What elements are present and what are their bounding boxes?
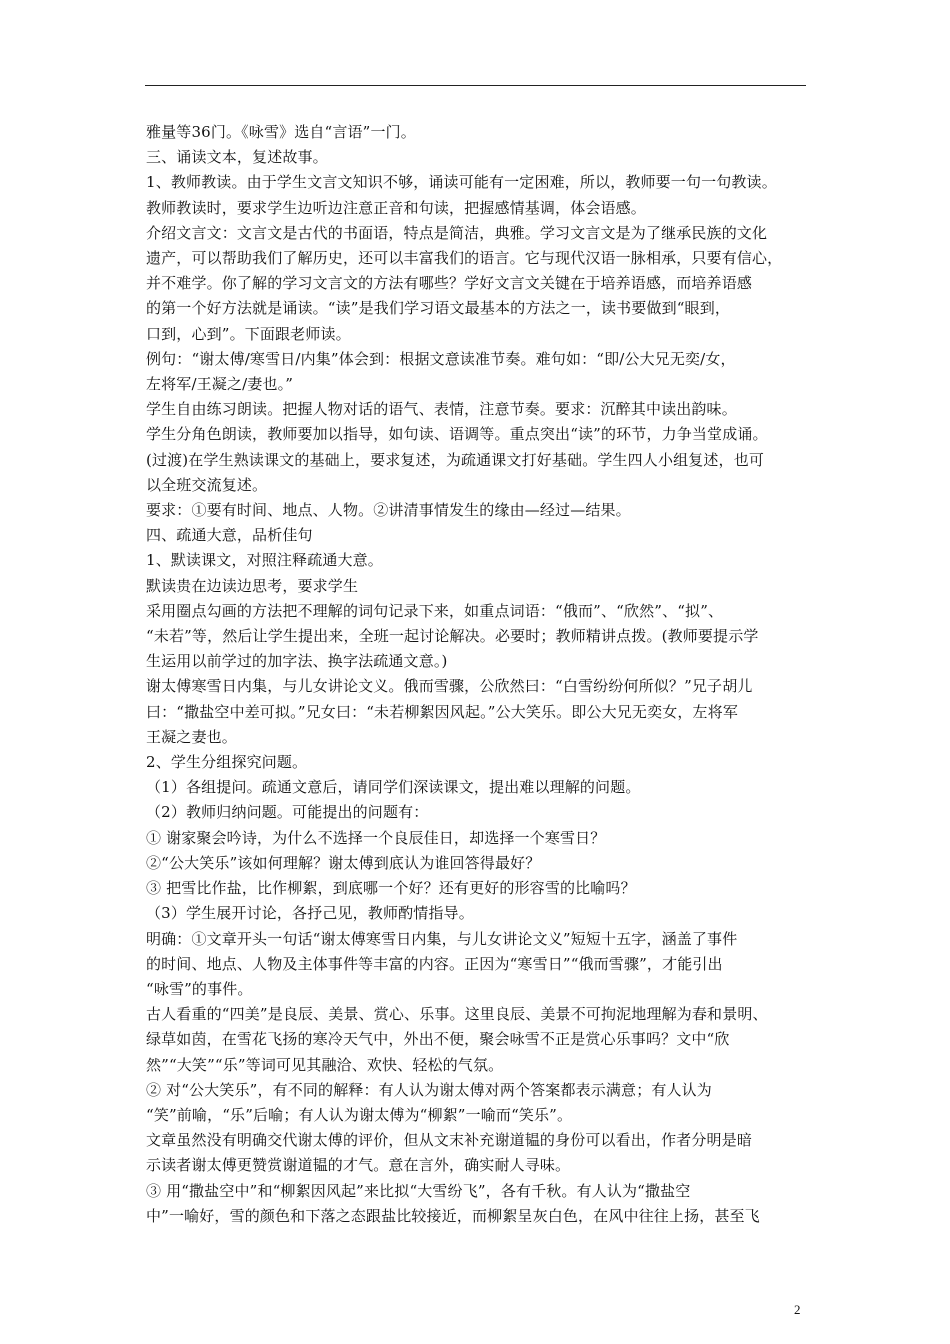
text-line: 左将军/王凝之/妻也。” xyxy=(146,375,294,394)
text-line: ② 对“公大笑乐”，有不同的解释：有人认为谢太傅对两个答案都表示满意；有人认为 xyxy=(146,1080,712,1099)
text-line: 口到，心到”。下面跟老师读。 xyxy=(146,324,351,343)
text-line: ②“公大笑乐”该如何理解？谢太傅到底认为谁回答得最好？ xyxy=(146,853,541,872)
text-line: “咏雪”的事件。 xyxy=(146,979,253,998)
text-line: 并不难学。你了解的学习文言文的方法有哪些？学好文言文关键在于培养语感，而培养语感 xyxy=(146,274,753,293)
text-line: 明确：①文章开头一句话“谢太傅寒雪日内集，与儿女讲论文义”短短十五字，涵盖了事件 xyxy=(146,929,738,948)
text-line: 雅量等36门。《咏雪》选自“言语”一门。 xyxy=(146,123,416,141)
text-line: 谢太傅寒雪日内集，与儿女讲论文义。俄而雪骤，公欣然曰：“白雪纷纷何所似？”兄子胡儿 xyxy=(146,677,753,696)
text-line: 中”一喻好，雪的颜色和下落之态跟盐比较接近，而柳絮呈灰白色，在风中往往上扬，甚至飞 xyxy=(146,1206,760,1225)
text-line: （2）教师归纳问题。可能提出的问题有： xyxy=(146,803,429,822)
text-line: 学生自由练习朗读。把握人物对话的语气、表情，注意节奏。要求：沉醉其中读出韵味。 xyxy=(146,400,737,419)
text-line: ③ 把雪比作盐，比作柳絮，到底哪一个好？还有更好的形容雪的比喻吗？ xyxy=(146,879,636,898)
text-line: 学生分角色朗读，教师要加以指导，如句读、语调等。重点突出“读”的环节，力争当堂成诵。 xyxy=(146,425,768,444)
text-line: ③ 用“撒盐空中”和“柳絮因风起”来比拟“大雪纷飞”，各有千秋。有人认为“撒盐空 xyxy=(146,1181,691,1200)
text-line: 1、默读课文，对照注释疏通大意。 xyxy=(146,551,383,570)
text-line: 三、诵读文本，复述故事。 xyxy=(146,148,328,167)
text-line: 然”“大笑”“乐”等词可见其融洽、欢快、轻松的气氛。 xyxy=(146,1055,504,1074)
text-line: 1、教师教读。由于学生文言文知识不够，诵读可能有一定困难，所以，教师要一句一句教读。 xyxy=(146,173,777,192)
text-line: 要求：①要有时间、地点、人物。②讲清事情发生的缘由—经过—结果。 xyxy=(146,501,631,520)
text-line: ① 谢家聚会吟诗，为什么不选择一个良辰佳日，却选择一个寒雪日？ xyxy=(146,828,606,847)
text-line: “未若”等，然后让学生提出来，全班一起讨论解决。必要时；教师精讲点拨。(教师要提示学 xyxy=(146,627,759,646)
text-line: 王凝之妻也。 xyxy=(146,727,237,746)
text-line: 2、学生分组探究问题。 xyxy=(146,753,308,772)
text-line: 默读贵在边读边思考，要求学生 xyxy=(146,576,359,595)
text-line: 文章虽然没有明确交代谢太傅的评价，但从文末补充谢道韫的身份可以看出，作者分明是暗 xyxy=(146,1131,753,1150)
text-line: 以全班交流复述。 xyxy=(146,475,268,494)
text-line: 示读者谢太傅更赞赏谢道韫的才气。意在言外，确实耐人寻味。 xyxy=(146,1156,571,1175)
text-line: （3）学生展开讨论，各抒己见，教师酌情指导。 xyxy=(146,904,474,923)
header-rule xyxy=(145,85,806,86)
text-line: “笑”前喻，“乐”后喻；有人认为谢太傅为“柳絮”一喻而“笑乐”。 xyxy=(146,1105,573,1124)
document-body xyxy=(146,120,810,1229)
text-line: 生运用以前学过的加字法、换字法疏通文意。) xyxy=(146,652,448,671)
text-line: 的时间、地点、人物及主体事件等丰富的内容。正因为“寒雪日”“俄而雪骤”，才能引出 xyxy=(146,954,723,973)
text-line: 例句：“谢太傅/寒雪日/内集”体会到：根据文意读准节奏。难句如：“即/公大兄无奕/女， xyxy=(146,349,736,368)
text-line: 四、疏通大意，品析佳句 xyxy=(146,526,313,545)
text-line: 绿草如茵，在雪花飞扬的寒冷天气中，外出不便，聚会咏雪不正是赏心乐事吗？文中“欣 xyxy=(146,1030,730,1049)
text-line: （1）各组提问。疏通文意后，请同学们深读课文，提出难以理解的问题。 xyxy=(146,778,641,797)
text-line: 采用圈点勾画的方法把不理解的词句记录下来，如重点词语：“俄而”、“欣然”、“拟”、 xyxy=(146,601,724,620)
text-line: 的第一个好方法就是诵读。“读”是我们学习语文最基本的方法之一，读书要做到“眼到， xyxy=(146,299,731,318)
text-line: 介绍文言文：文言文是古代的书面语，特点是简洁，典雅。学习文言文是为了继承民族的文化 xyxy=(146,223,768,242)
text-line: 教师教读时，要求学生边听边注意正音和句读，把握感情基调，体会语感。 xyxy=(146,198,646,217)
page-number: 2 xyxy=(794,1302,801,1317)
text-line: 遗产，可以帮助我们了解历史，还可以丰富我们的语言。它与现代汉语一脉相承，只要有信心， xyxy=(146,249,783,268)
text-line: 古人看重的“四美”是良辰、美景、赏心、乐事。这里良辰、美景不可拘泥地理解为春和景明、 xyxy=(146,1005,768,1024)
text-line: 曰：“撒盐空中差可拟。”兄女曰：“未若柳絮因风起。”公大笑乐。即公大兄无奕女，左将军 xyxy=(146,702,738,721)
text-line: (过渡)在学生熟读课文的基础上，要求复述，为疏通课文打好基础。学生四人小组复述，也可 xyxy=(146,450,765,469)
